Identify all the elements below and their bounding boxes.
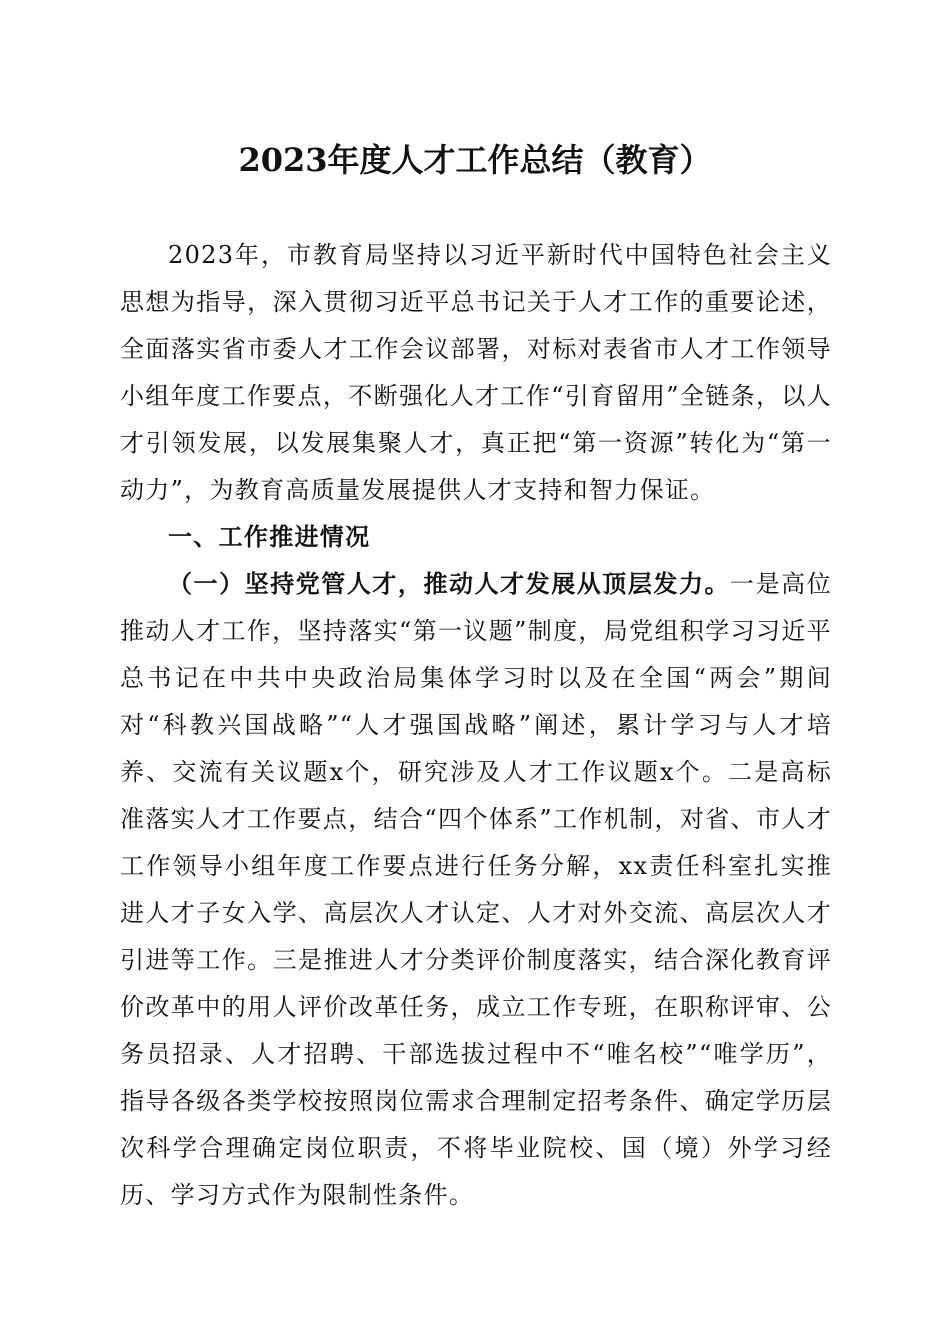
- item-body-text: 一是高位推动人才工作，坚持落实“第一议题”制度，局党组积学习习近平总书记在中共中央政治局集体学习时以及在全国“两会”期间对“科教兴国战略”“人才强国战略”阐述，累计学习与人才培养、交流有关议题x个，研究涉及人才工作议题x个。二是高标准落实人才工作要点，结合“四个体系”工作机制，对省、市人才工作领导小组年度工作要点进行任务分解，xx责任科室扎实推进人才子女入学、高层次人才认定、人才对外交流、高层次人才引进等工作。三是推进人才分类评价制度落实，结合深化教育评价改革中的用人评价改革任务，成立工作专班，在职称评审、公务员招录、人才招聘、干部选拔过程中不“唯名校”“唯学历”，指导各级各类学校按照岗位需求合理制定招考条件、确定学历层次科学合理确定岗位职责，不将毕业院校、国（境）外学习经历、学习方式作为限制性条件。: [120, 570, 832, 1209]
- item-lead-text: （一）坚持党管人才，推动人才发展从顶层发力。: [168, 570, 731, 598]
- document-title: 2023年度人才工作总结（教育）: [238, 141, 712, 179]
- document-body: [120, 232, 832, 1219]
- intro-paragraph: 2023年，市教育局坚持以习近平新时代中国特色社会主义思想为指导，深入贯彻习近平总书记关于人才工作的重要论述，全面落实省市委人才工作会议部署，对标对表省市人才工作领导小组年度工作要点，不断强化人才工作“引育留用”全链条，以人才引领发展，以发展集聚人才，真正把“第一资源”转化为“第一动力”，为教育高质量发展提供人才支持和智力保证。: [120, 241, 832, 504]
- section-item-paragraph: [120, 561, 832, 1219]
- section-heading: 一、工作推进情况: [168, 523, 371, 551]
